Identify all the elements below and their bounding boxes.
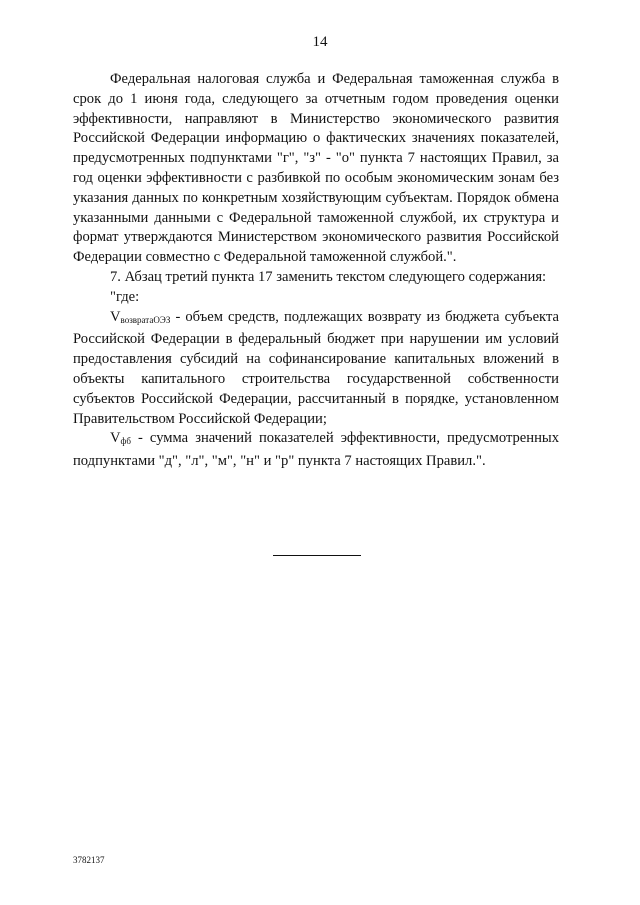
v-return-subscript: возвратаОЭЗ [120, 314, 171, 325]
document-body [73, 70, 559, 472]
document-code: 3782137 [73, 855, 105, 865]
paragraph-amendment-17: 7. Абзац третий пункта 17 заменить текстом следующего содержания: [110, 268, 547, 285]
v-fb-subscript: фб [120, 436, 131, 447]
v-return-text: - объем средств, подлежащих возврату из бюджета субъекта Российской Федерации в федеральный бюджет при нарушении им условий предоставления субсидий на софинансирование капитальных вложений в объекты капитального строительства государственной собственности субъектов Российской Федерации, рассчитанный в порядке, установленном Правительством Российской Федерации; [73, 308, 559, 427]
v-fb-text: - сумма значений показателей эффективности, предусмотренных подпунктами "д", "л", "м", "н" и "р" пункта 7 настоящих Правил.". [73, 430, 559, 470]
paragraph-v-return-definition [73, 308, 559, 430]
v-symbol: V [110, 430, 121, 447]
page-number: 14 [312, 34, 328, 50]
end-separator-line [273, 555, 361, 556]
paragraph-v-fb-definition [73, 429, 559, 472]
paragraph-reporting-deadline: Федеральная налоговая служба и Федеральная таможенная служба в срок до 1 июня года, следующего за отчетным годом проведения оценки эффективности, направляют в Министерство экономического развития Российской Федерации информацию о фактических значениях показателей, предусмотренных подпунктами "г", "з" - "о" пункта 7 настоящих Правил, за год оценки эффективности с разбивкой по особым экономическим зонам без указания данных по конкретным хозяйствующим субъектам. Порядок обмена указанными данными с Федеральной таможенной службой, их структура и формат утверждаются Министерством экономического развития Российской Федерации совместно с Федеральной таможенной службой.". [73, 71, 559, 266]
v-symbol: V [110, 308, 121, 325]
paragraph-where: "где: [110, 288, 140, 305]
